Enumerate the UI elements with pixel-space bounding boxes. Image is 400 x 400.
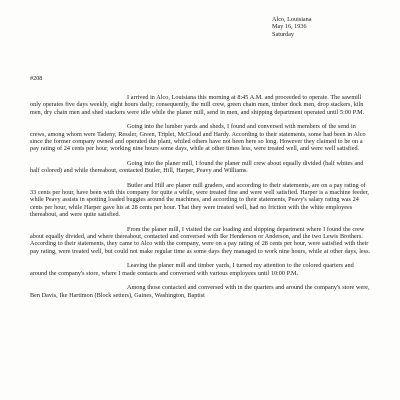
header-date: May 16, 1936: [272, 23, 307, 31]
header-day: Saturday: [272, 30, 294, 38]
report-body: [30, 94, 372, 306]
paragraph-planer-mill: Going into the planer mill, I found the planer mill crew about equally divided (half whites and half colored) and while thereabout, contacted Butler, Hill, Harper, Peavy and Williams.: [30, 159, 364, 175]
paragraph-graders: Butler and Hill are planer mill graders, and according to their statements, are on a pay rating of 33 cents per hour, have been with this company for quite a while, were treated fine and were well satisfied. Harper is a machine feeder, while Peavy assists in spotting loaded buggies around the machines, and according to their statements, Peavy's salary rating was 24 cents per hour, while Harper gave his at 28 cents per hour. That they were treated well, had no friction with the white employees thereabout, and were quite satisfied.: [30, 181, 369, 219]
paragraph-arrival: I arrived in Alco, Louisiana this morning at 8:45 A.M. and proceeded to operate. The sawmill only operates five days weekly, eight hours daily; consequently, the mill crew, green chain men, timber dock men, drop stackers, kiln men, dry chain men and shed stackers were idle while the planer mill, send in men, and shipping department operated until 5:00 P.M.: [30, 94, 365, 116]
document-header: [272, 16, 392, 38]
header-place: Alco, Louisiana: [272, 16, 312, 23]
report-number: #208: [30, 75, 43, 82]
paragraph-lumber-yards: Going into the lumber yards and sheds, I found and conversed with members of the send in crews, among whom were Tadeny, Ressler, Green, Triplet, McCloud and Hardy. According to their statements, some had been in Alco since the former company owned and operated the plant, whiled others have not been here so long. However they claimed to be on a pay rating of 24 cents per hour, working nine hours some days, while at other times less, were treated well, and were well satisfied.: [30, 123, 366, 153]
paragraph-contacts: Among those contacted and conversed with in the quarters and around the company's store were, Ben Davis, Ike Hartimon (Block setters), Gaines, Washington, Baptist: [30, 284, 370, 299]
paragraph-quarters: Leaving the planer mill and timber yards, I turned my attention to the colored quarters and around the company's store, where I made contacts and conversed with various employees until 10:00 P.M.: [30, 262, 354, 277]
paragraph-car-loading: From the planer mill, I visited the car loading and shipping department where I found the crew about equally divided, and where thereabout, contacted and conversed with Ike Henderson or Anderson, and the two Lewis Brothers. According to their statements, they came to Alco with the company, were on a pay rating of 28 cents per hour, were satisfied with their pay rating, were treated well, but could not make regular time as some days they managed to work nine hours, while at other days, less.: [30, 225, 371, 255]
